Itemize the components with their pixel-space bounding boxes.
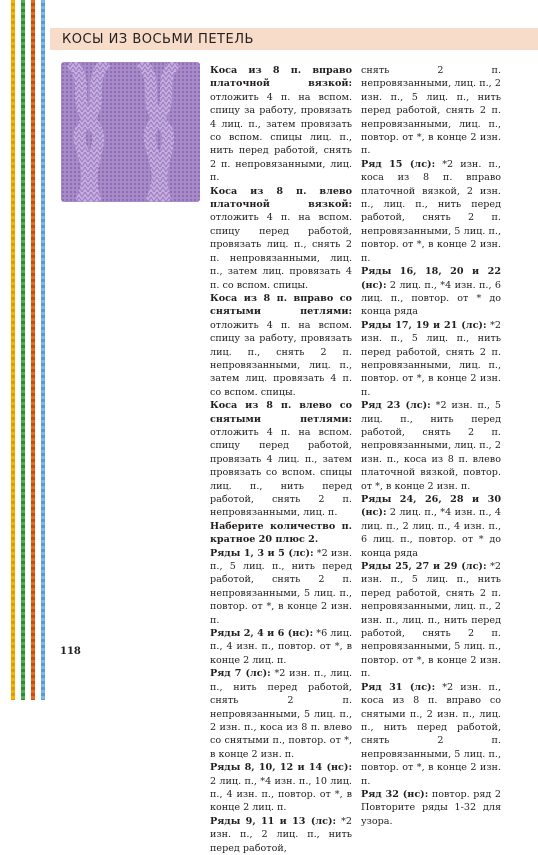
paragraph: Коса из 8 п. влево со снятыми петлями: отложить 4 п. на вспом. спицу перед работой, провязать 4 лиц. п., затем провязать со вспом. спицы лиц. п., нить перед работой, снять 2 п. непровязанными, лиц. п. <box>210 400 352 519</box>
paragraph: Ряды 17, 19 и 21 (лс): *2 изн. п., 5 лиц. п., нить перед работой, снять 2 п. непровязанными, лиц. п., повтор. от *, в конце 2 изн. п. <box>361 319 501 398</box>
yarn-stripe-orange <box>31 0 35 700</box>
paragraph: Ряды 9, 11 и 13 (лс): *2 изн. п., 2 лиц. п., нить перед работой, <box>210 815 352 854</box>
paragraph: Ряды 16, 18, 20 и 22 (нс): 2 лиц. п., *4 изн. п., 6 лиц. п., повтор. от * до конца ряда <box>361 266 501 318</box>
paragraph: Коса из 8 п. вправо платочной вязкой: отложить 4 п. на вспом. спицу за работу, провязать 4 лиц. п., затем провязать со вспом. спицы лиц. п., нить перед работой, снять 2 п. непровязанными, лиц. п. <box>210 65 352 184</box>
paragraph: Ряды 1, 3 и 5 (лс): *2 изн. п., 5 лиц. п., нить перед работой, снять 2 п. непровязанными, 5 лиц. п., повтор. от *, в конце 2 изн. п. <box>210 547 352 626</box>
paragraph: Ряд 7 (лс): *2 изн. п., лиц. п., нить перед работой, снять 2 п. непровязанными, 5 лиц. п., 2 изн. п., коса из 8 п. влево со снятыми п., повтор. от *, в конце 2 изн. п. <box>210 668 353 760</box>
paragraph: Ряды 2, 4 и 6 (нс): *6 лиц. п., 4 изн. п., повтор. от *, в конце 2 лиц. п. <box>210 628 352 666</box>
page-title: КОСЫ ИЗ ВОСЬМИ ПЕТЕЛЬ <box>62 31 254 47</box>
paragraph: Коса из 8 п. влево платочной вязкой: отложить 4 п. на вспом. спицу перед работой, провязать лиц. п., снять 2 п. непровязанными, лиц. п., затем лиц. провязать 4 п. со вспом. спицы. <box>210 185 352 291</box>
paragraph: снять 2 п. непровязанными, лиц. п., 2 изн. п., 5 лиц. п., нить перед работой, снять 2 п. непровязанными, лиц. п., повтор. от *, в конце 2 изн. п. <box>361 65 501 157</box>
paragraph: Коса из 8 п. вправо со снятыми петлями: отложить 4 п. на вспом. спицу за работу, провязать лиц. п., снять 2 п. непровязанными, лиц. п., затем лиц. провязать 4 п. со вспом. спицы. <box>210 292 352 398</box>
paragraph: Ряд 31 (лс): *2 изн. п., коса из 8 п. вправо со снятыми п., 2 изн. п., лиц. п., нить перед работой, снять 2 п. непровязанными, 5 лиц. п., повтор. от *, в конце 2 изн. п. <box>361 681 501 787</box>
text-column-left <box>210 64 352 855</box>
text-column-right <box>361 64 501 828</box>
yarn-stripe-blue <box>41 0 45 700</box>
yarn-stripe-yellow <box>11 0 15 700</box>
section-header <box>50 28 538 50</box>
paragraph: Ряд 15 (лс): *2 изн. п., коса из 8 п. вправо платочной вязкой, 2 изн. п., лиц. п., нить перед работой, снять 2 п. непровязанными, 5 лиц. п., повтор. от *, в конце 2 изн. п. <box>361 158 501 264</box>
paragraph: Ряд 32 (нс): повтор. ряд 2 Повторите ряды 1-32 для узора. <box>361 788 501 827</box>
paragraph: Ряды 24, 26, 28 и 30 (нс): 2 лиц. п., *4 изн. п., 4 лиц. п., 2 лиц. п., 4 изн. п., 6 лиц. п., повтор. от * до конца ряда <box>361 494 501 559</box>
paragraph: Наберите количество п. кратное 20 плюс 2. <box>210 520 352 546</box>
paragraph: Ряды 8, 10, 12 и 14 (нс): 2 лиц. п., *4 изн. п., 10 лиц. п., 4 изн. п., повтор. от *, в конце 2 лиц. п. <box>210 762 352 814</box>
paragraph: Ряд 23 (лс): *2 изн. п., 5 лиц. п., нить перед работой, снять 2 п. непровязанными, лиц. п., 2 изн. п., коса из 8 п. влево платочной вязкой, повтор. от *, в конце 2 изн. п. <box>361 400 501 492</box>
yarn-stripe-green <box>21 0 25 700</box>
knitting-swatch-image <box>61 62 200 202</box>
paragraph: Ряды 25, 27 и 29 (лс): *2 изн. п., 5 лиц. п., нить перед работой, снять 2 п. непровязанными, лиц. п., 2 изн. п., лиц. п., нить перед работой, снять 2 п. непровязанными, 5 лиц. п., повтор. от *, в конце 2 изн. п. <box>361 561 501 680</box>
page-number: 118 <box>60 646 81 657</box>
